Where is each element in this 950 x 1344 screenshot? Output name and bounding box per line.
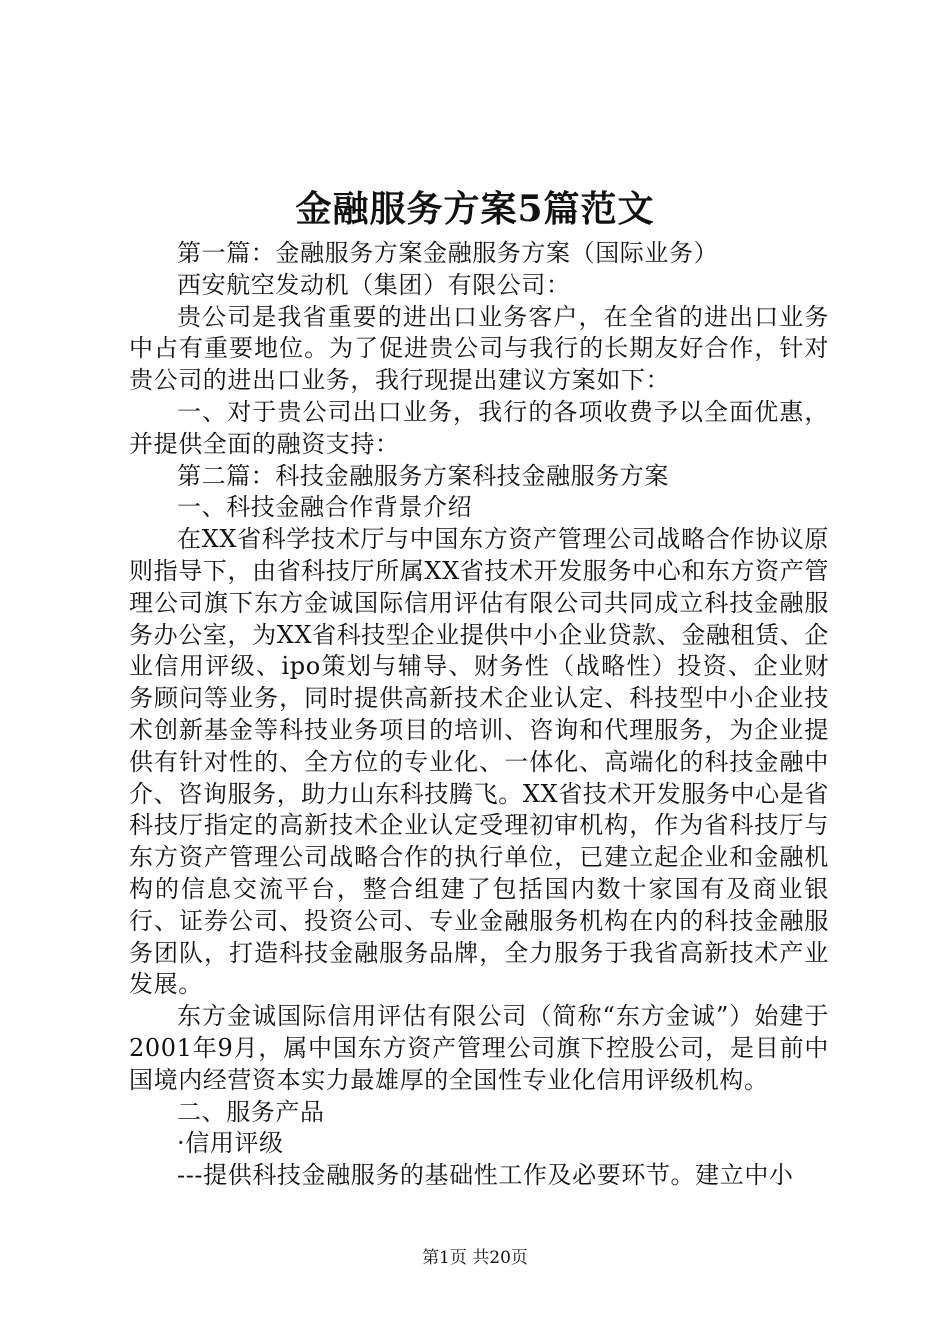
paragraph-intro: 贵公司是我省重要的进出口业务客户，在全省的进出口业务中占有重要地位。为了促进贵公司与我行的长期友好合作，针对贵公司的进出口业务，我行现提出建议方案如下： xyxy=(129,302,829,395)
paragraph-company-intro: 东方金诚国际信用评估有限公司（简称“东方金诚”）始建于2001年9月，属中国东方资产管理公司旗下控股公司，是目前中国境内经营资本实力最雄厚的全国性专业化信用评级机构。 xyxy=(129,1002,829,1094)
paragraph-products-heading: 二、服务产品 xyxy=(177,1097,325,1126)
document-body xyxy=(129,238,829,1192)
page-number-footer: 第1页 共20页 xyxy=(422,1248,528,1268)
paragraph-export-terms: 一、对于贵公司出口业务，我行的各项收费予以全面优惠，并提供全面的融资支持： xyxy=(129,397,829,458)
paragraph-credit-rating-item: ·信用评级 xyxy=(177,1129,284,1158)
paragraph-section-one-heading: 第一篇：金融服务方案金融服务方案（国际业务） xyxy=(177,239,719,267)
paragraph-background-heading: 一、科技金融合作背景介绍 xyxy=(177,493,473,522)
paragraph-background-body: 在XX省科学技术厅与中国东方资产管理公司战略合作协议原则指导下，由省科技厅所属XX省技术开发服务中心和东方资产管理公司旗下东方金诚国际信用评估有限公司共同成立科技金融服务办公室，为XX省科技型企业提供中小企业贷款、金融租赁、企业信用评级、ipo策划与辅导、财务性（战略性）投资、企业财务顾问等业务，同时提供高新技术企业认定、科技型中小企业技术创新基金等科技业务项目的培训、咨询和代理服务，为企业提供有针对性的、全方位的专业化、一体化、高端化的科技金融中介、咨询服务，助力山东科技腾飞。XX省技术开发服务中心是省科技厅指定的高新技术企业认定受理初审机构，作为省科技厅与东方资产管理公司战略合作的执行单位，已建立起企业和金融机构的信息交流平台，整合组建了包括国内数十家国有及商业银行、证券公司、投资公司、专业金融服务机构在内的科技金融服务团队，打造科技金融服务品牌，全力服务于我省高新技术产业发展。 xyxy=(129,525,829,999)
document-title: 金融服务方案5篇范文 xyxy=(295,188,655,230)
paragraph-credit-rating-body: ---提供科技金融服务的基础性工作及必要环节。建立中小 xyxy=(177,1161,794,1190)
paragraph-section-two-heading: 第二篇：科技金融服务方案科技金融服务方案 xyxy=(177,461,669,490)
paragraph-addressee: 西安航空发动机（集团）有限公司： xyxy=(177,270,571,299)
